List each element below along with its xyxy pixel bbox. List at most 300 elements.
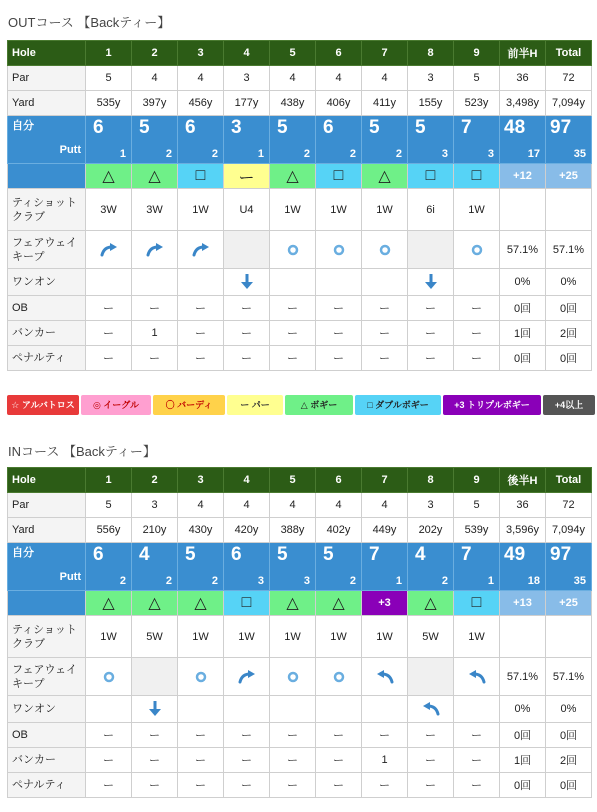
- bunker-hole-7: ー: [362, 321, 408, 346]
- in-penalty-row: [8, 773, 592, 798]
- player-label: 自分: [12, 120, 34, 132]
- oneon-hole-9: [454, 269, 500, 296]
- hole-hole-6: 6: [316, 41, 362, 66]
- result-subtotal: +12: [500, 164, 546, 189]
- stroke-count: 48: [504, 117, 526, 138]
- penalty-hole-3: ー: [178, 346, 224, 371]
- result-hole-8: [408, 591, 454, 616]
- club-label: ティショット クラブ: [8, 189, 86, 231]
- result-total: +25: [546, 591, 592, 616]
- fairway-hole-7: [362, 658, 408, 696]
- yard-subtotal: 3,498y: [500, 91, 546, 116]
- legend-item: □ ダブルボギー: [355, 395, 441, 415]
- fairway-hole-7: [362, 231, 408, 269]
- score-hole-7: [362, 543, 408, 591]
- fairway-total: 57.1%: [546, 658, 592, 696]
- yard-hole-7: 411y: [362, 91, 408, 116]
- stroke-count: 6: [231, 544, 242, 565]
- fairway-hole-9: [454, 658, 500, 696]
- result-mark: □: [471, 167, 482, 184]
- circle-icon: [471, 243, 483, 255]
- putt-count: 2: [441, 575, 448, 587]
- fairway-subtotal: 57.1%: [500, 658, 546, 696]
- par-total: 72: [546, 66, 592, 91]
- hole-hole-5: 5: [270, 468, 316, 493]
- bunker-hole-3: ー: [178, 748, 224, 773]
- score-subtotal: [500, 543, 546, 591]
- ob-hole-8: ー: [408, 723, 454, 748]
- penalty-label: ペナルティ: [8, 773, 86, 798]
- hole-hole-3: 3: [178, 41, 224, 66]
- in-ob-row: [8, 723, 592, 748]
- result-mark: △: [286, 595, 299, 612]
- stroke-count: 4: [139, 544, 150, 565]
- yard-total: 7,094y: [546, 518, 592, 543]
- putt-count: 2: [349, 148, 356, 160]
- result-hole-1: [86, 164, 132, 189]
- fairway-total: 57.1%: [546, 231, 592, 269]
- ob-hole-2: ー: [132, 723, 178, 748]
- par-hole-6: 4: [316, 493, 362, 518]
- oneon-total: 0%: [546, 696, 592, 723]
- hole-label: Hole: [8, 468, 86, 493]
- club-hole-4: U4: [224, 189, 270, 231]
- hole-hole-9: 9: [454, 468, 500, 493]
- penalty-total: 0回: [546, 346, 592, 371]
- club-hole-7: 1W: [362, 189, 408, 231]
- yard-hole-1: 535y: [86, 91, 132, 116]
- putt-count: 3: [257, 575, 264, 587]
- bunker-hole-7: 1: [362, 748, 408, 773]
- putt-count: 2: [211, 148, 218, 160]
- stroke-count: 6: [185, 117, 196, 138]
- out-fairway-row: [8, 231, 592, 269]
- bunker-hole-9: ー: [454, 748, 500, 773]
- club-hole-1: 1W: [86, 616, 132, 658]
- yard-hole-8: 155y: [408, 91, 454, 116]
- par-hole-5: 4: [270, 66, 316, 91]
- result-mark: ー: [238, 169, 255, 187]
- out-oneon-row: [8, 269, 592, 296]
- penalty-hole-7: ー: [362, 346, 408, 371]
- yard-subtotal: 3,596y: [500, 518, 546, 543]
- hole-hole-3: 3: [178, 468, 224, 493]
- arrow-right-icon: [146, 243, 164, 255]
- oneon-subtotal: 0%: [500, 696, 546, 723]
- legend-item: +4以上: [543, 395, 595, 415]
- result-hole-7: [362, 164, 408, 189]
- hole-hole-5: 5: [270, 41, 316, 66]
- stroke-count: 7: [461, 117, 472, 138]
- ob-hole-3: ー: [178, 296, 224, 321]
- bunker-total: 2回: [546, 321, 592, 346]
- ob-subtotal: 0回: [500, 296, 546, 321]
- par-hole-1: 5: [86, 493, 132, 518]
- circle-icon: [195, 670, 207, 682]
- result-hole-6: [316, 164, 362, 189]
- yard-hole-7: 449y: [362, 518, 408, 543]
- penalty-hole-5: ー: [270, 346, 316, 371]
- bunker-hole-1: ー: [86, 748, 132, 773]
- hole-subtotal: 後半H: [500, 468, 546, 493]
- result-hole-8: [408, 164, 454, 189]
- fairway-label: フェアウェイ キープ: [8, 231, 86, 269]
- score-hole-1: [86, 543, 132, 591]
- par-hole-9: 5: [454, 493, 500, 518]
- oneon-hole-3: [178, 696, 224, 723]
- legend-item: ー パー: [227, 395, 283, 415]
- out-scorecard-table: [7, 40, 592, 371]
- stroke-count: 5: [369, 117, 380, 138]
- in-course-title: INコース 【Backティー】: [8, 444, 156, 459]
- stroke-count: 3: [231, 117, 242, 138]
- fairway-hole-2: [132, 231, 178, 269]
- result-hole-5: [270, 164, 316, 189]
- fairway-hole-4: [224, 231, 270, 269]
- ob-hole-5: ー: [270, 296, 316, 321]
- bunker-hole-6: ー: [316, 748, 362, 773]
- score-subtotal: [500, 116, 546, 164]
- fairway-subtotal: 57.1%: [500, 231, 546, 269]
- ob-label: OB: [8, 296, 86, 321]
- result-hole-3: [178, 164, 224, 189]
- club-hole-5: 1W: [270, 616, 316, 658]
- putt-count: 35: [573, 148, 586, 160]
- result-mark: △: [378, 168, 391, 185]
- par-hole-9: 5: [454, 66, 500, 91]
- yard-hole-9: 523y: [454, 91, 500, 116]
- yard-hole-4: 177y: [224, 91, 270, 116]
- club-hole-2: 3W: [132, 189, 178, 231]
- in-bunker-row: [8, 748, 592, 773]
- result-mark: □: [471, 594, 482, 611]
- out-penalty-row: [8, 346, 592, 371]
- result-hole-6: [316, 591, 362, 616]
- par-total: 72: [546, 493, 592, 518]
- stroke-count: 7: [461, 544, 472, 565]
- ob-subtotal: 0回: [500, 723, 546, 748]
- in-result-row: [8, 591, 592, 616]
- legend-item: 〇 バーディ: [153, 395, 225, 415]
- arrow-left-icon: [422, 703, 440, 715]
- oneon-subtotal: 0%: [500, 269, 546, 296]
- score-hole-4: [224, 116, 270, 164]
- bunker-subtotal: 1回: [500, 321, 546, 346]
- putt-count: 2: [395, 148, 402, 160]
- hole-hole-1: 1: [86, 41, 132, 66]
- bunker-hole-5: ー: [270, 321, 316, 346]
- hole-hole-8: 8: [408, 468, 454, 493]
- fairway-hole-6: [316, 658, 362, 696]
- putt-count: 3: [487, 148, 494, 160]
- hole-total: Total: [546, 468, 592, 493]
- putt-label: Putt: [59, 144, 81, 156]
- result-hole-9: [454, 164, 500, 189]
- stroke-count: 5: [185, 544, 196, 565]
- in-oneon-row: [8, 696, 592, 723]
- penalty-hole-5: ー: [270, 773, 316, 798]
- yard-hole-1: 556y: [86, 518, 132, 543]
- oneon-hole-3: [178, 269, 224, 296]
- arrow-down-icon: [425, 276, 437, 288]
- par-subtotal: 36: [500, 493, 546, 518]
- fairway-hole-5: [270, 658, 316, 696]
- stroke-count: 97: [550, 544, 572, 565]
- bunker-hole-3: ー: [178, 321, 224, 346]
- putt-count: 18: [527, 575, 540, 587]
- ob-hole-2: ー: [132, 296, 178, 321]
- oneon-hole-5: [270, 269, 316, 296]
- score-hole-2: [132, 543, 178, 591]
- putt-count: 35: [573, 575, 586, 587]
- putt-count: 2: [303, 148, 310, 160]
- club-hole-5: 1W: [270, 189, 316, 231]
- penalty-hole-4: ー: [224, 346, 270, 371]
- par-subtotal: 36: [500, 66, 546, 91]
- par-hole-8: 3: [408, 66, 454, 91]
- result-mark: △: [102, 168, 115, 185]
- penalty-hole-8: ー: [408, 346, 454, 371]
- oneon-hole-8: [408, 269, 454, 296]
- bunker-hole-6: ー: [316, 321, 362, 346]
- hole-hole-7: 7: [362, 468, 408, 493]
- putt-count: 1: [257, 148, 264, 160]
- score-hole-8: [408, 116, 454, 164]
- hole-hole-4: 4: [224, 468, 270, 493]
- putt-count: 3: [303, 575, 310, 587]
- club-label: ティショット クラブ: [8, 616, 86, 658]
- arrow-down-icon: [241, 276, 253, 288]
- penalty-hole-3: ー: [178, 773, 224, 798]
- stroke-count: 5: [415, 117, 426, 138]
- penalty-subtotal: 0回: [500, 773, 546, 798]
- par-hole-5: 4: [270, 493, 316, 518]
- result-mark: △: [332, 595, 345, 612]
- par-hole-4: 4: [224, 493, 270, 518]
- penalty-hole-2: ー: [132, 346, 178, 371]
- legend-item: ◎ イーグル: [81, 395, 151, 415]
- bunker-hole-2: 1: [132, 321, 178, 346]
- out-course-title: OUTコース 【Backティー】: [8, 15, 171, 30]
- score-hole-7: [362, 116, 408, 164]
- par-hole-3: 4: [178, 493, 224, 518]
- club-hole-8: 5W: [408, 616, 454, 658]
- penalty-hole-9: ー: [454, 773, 500, 798]
- putt-count: 2: [165, 148, 172, 160]
- in-yard-row: [8, 518, 592, 543]
- bunker-hole-8: ー: [408, 748, 454, 773]
- result-mark: □: [195, 167, 206, 184]
- in-scorecard-table: [7, 467, 592, 798]
- fairway-hole-6: [316, 231, 362, 269]
- ob-hole-6: ー: [316, 723, 362, 748]
- par-hole-3: 4: [178, 66, 224, 91]
- result-subtotal: +13: [500, 591, 546, 616]
- result-mark: □: [425, 167, 436, 184]
- player-label-cell: [8, 116, 86, 164]
- hole-hole-6: 6: [316, 468, 362, 493]
- ob-hole-9: ー: [454, 296, 500, 321]
- stroke-count: 6: [323, 117, 334, 138]
- result-label-empty: [8, 591, 86, 616]
- par-hole-4: 3: [224, 66, 270, 91]
- result-mark: △: [102, 595, 115, 612]
- club-hole-9: 1W: [454, 616, 500, 658]
- penalty-hole-1: ー: [86, 773, 132, 798]
- fairway-hole-3: [178, 658, 224, 696]
- club-hole-9: 1W: [454, 189, 500, 231]
- club-subtotal-empty: [500, 616, 546, 658]
- hole-subtotal: 前半H: [500, 41, 546, 66]
- score-total: [546, 543, 592, 591]
- putt-label: Putt: [59, 571, 81, 583]
- penalty-hole-6: ー: [316, 346, 362, 371]
- stroke-count: 7: [369, 544, 380, 565]
- hole-label: Hole: [8, 41, 86, 66]
- result-mark: △: [148, 595, 161, 612]
- bunker-hole-8: ー: [408, 321, 454, 346]
- club-total-empty: [546, 616, 592, 658]
- fairway-hole-9: [454, 231, 500, 269]
- out-ob-row: [8, 296, 592, 321]
- par-hole-8: 3: [408, 493, 454, 518]
- hole-hole-9: 9: [454, 41, 500, 66]
- result-mark: △: [286, 168, 299, 185]
- ob-hole-1: ー: [86, 723, 132, 748]
- par-hole-2: 4: [132, 66, 178, 91]
- club-hole-4: 1W: [224, 616, 270, 658]
- player-label-cell: [8, 543, 86, 591]
- bunker-subtotal: 1回: [500, 748, 546, 773]
- oneon-hole-7: [362, 269, 408, 296]
- oneon-hole-5: [270, 696, 316, 723]
- par-hole-1: 5: [86, 66, 132, 91]
- hole-total: Total: [546, 41, 592, 66]
- result-hole-5: [270, 591, 316, 616]
- result-hole-2: [132, 164, 178, 189]
- stroke-count: 6: [93, 544, 104, 565]
- oneon-hole-4: [224, 269, 270, 296]
- club-hole-2: 5W: [132, 616, 178, 658]
- circle-icon: [333, 243, 345, 255]
- putt-count: 2: [211, 575, 218, 587]
- bunker-hole-4: ー: [224, 748, 270, 773]
- putt-count: 2: [349, 575, 356, 587]
- putt-count: 2: [119, 575, 126, 587]
- yard-hole-4: 420y: [224, 518, 270, 543]
- yard-total: 7,094y: [546, 91, 592, 116]
- oneon-total: 0%: [546, 269, 592, 296]
- penalty-total: 0回: [546, 773, 592, 798]
- stroke-count: 5: [139, 117, 150, 138]
- ob-hole-8: ー: [408, 296, 454, 321]
- fairway-hole-4: [224, 658, 270, 696]
- out-result-row: [8, 164, 592, 189]
- result-mark: □: [241, 594, 252, 611]
- out-hole-row: [8, 41, 592, 66]
- oneon-hole-8: [408, 696, 454, 723]
- player-label: 自分: [12, 547, 34, 559]
- result-hole-7: +3: [362, 591, 408, 616]
- hole-hole-2: 2: [132, 468, 178, 493]
- club-hole-8: 6i: [408, 189, 454, 231]
- result-mark: △: [194, 595, 207, 612]
- oneon-hole-7: [362, 696, 408, 723]
- yard-hole-3: 430y: [178, 518, 224, 543]
- score-hole-9: [454, 543, 500, 591]
- fairway-hole-1: [86, 231, 132, 269]
- in-score-row: [8, 543, 592, 591]
- oneon-label: ワンオン: [8, 696, 86, 723]
- bunker-hole-4: ー: [224, 321, 270, 346]
- result-total: +25: [546, 164, 592, 189]
- oneon-hole-9: [454, 696, 500, 723]
- circle-icon: [287, 243, 299, 255]
- par-hole-2: 3: [132, 493, 178, 518]
- ob-hole-6: ー: [316, 296, 362, 321]
- arrow-right-icon: [238, 670, 256, 682]
- penalty-hole-4: ー: [224, 773, 270, 798]
- in-par-row: [8, 493, 592, 518]
- in-club-row: [8, 616, 592, 658]
- score-hole-2: [132, 116, 178, 164]
- yard-label: Yard: [8, 91, 86, 116]
- yard-hole-2: 397y: [132, 91, 178, 116]
- club-subtotal-empty: [500, 189, 546, 231]
- bunker-hole-5: ー: [270, 748, 316, 773]
- result-hole-4: [224, 164, 270, 189]
- hole-hole-2: 2: [132, 41, 178, 66]
- score-hole-3: [178, 543, 224, 591]
- yard-hole-8: 202y: [408, 518, 454, 543]
- stroke-count: 5: [323, 544, 334, 565]
- yard-hole-3: 456y: [178, 91, 224, 116]
- arrow-right-icon: [100, 243, 118, 255]
- club-hole-3: 1W: [178, 189, 224, 231]
- club-hole-6: 1W: [316, 616, 362, 658]
- par-hole-7: 4: [362, 493, 408, 518]
- fairway-hole-5: [270, 231, 316, 269]
- ob-hole-3: ー: [178, 723, 224, 748]
- out-club-row: [8, 189, 592, 231]
- oneon-hole-6: [316, 696, 362, 723]
- arrow-right-icon: [192, 243, 210, 255]
- ob-hole-4: ー: [224, 296, 270, 321]
- penalty-hole-1: ー: [86, 346, 132, 371]
- fairway-hole-1: [86, 658, 132, 696]
- yard-hole-6: 402y: [316, 518, 362, 543]
- arrow-down-icon: [149, 703, 161, 715]
- out-score-row: [8, 116, 592, 164]
- club-hole-7: 1W: [362, 616, 408, 658]
- result-label-empty: [8, 164, 86, 189]
- result-mark: △: [424, 595, 437, 612]
- result-mark: □: [333, 167, 344, 184]
- ob-hole-4: ー: [224, 723, 270, 748]
- penalty-hole-2: ー: [132, 773, 178, 798]
- bunker-hole-1: ー: [86, 321, 132, 346]
- fairway-hole-8: [408, 658, 454, 696]
- stroke-count: 5: [277, 117, 288, 138]
- penalty-hole-8: ー: [408, 773, 454, 798]
- penalty-hole-7: ー: [362, 773, 408, 798]
- result-hole-4: [224, 591, 270, 616]
- score-hole-6: [316, 543, 362, 591]
- hole-hole-8: 8: [408, 41, 454, 66]
- in-fairway-row: [8, 658, 592, 696]
- oneon-hole-2: [132, 696, 178, 723]
- stroke-count: 5: [277, 544, 288, 565]
